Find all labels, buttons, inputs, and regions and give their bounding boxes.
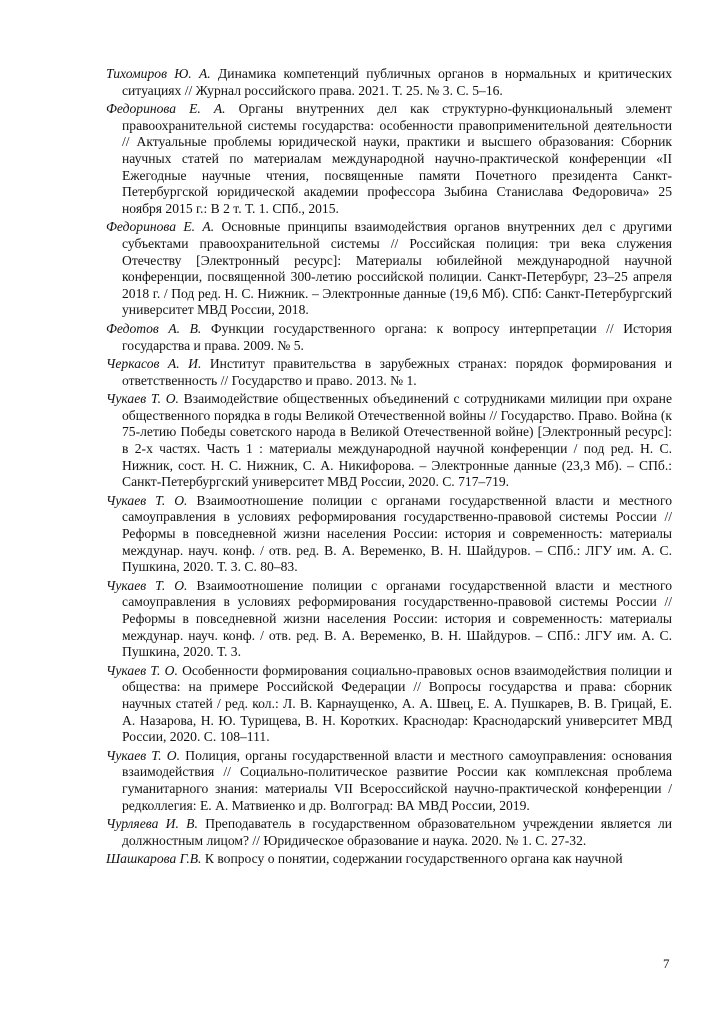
reference-text: Преподаватель в государственном образовательном учреждении является ли должностным лицом? // Юридическое образование и наука. 2020. № 1. С. 27-32. [122,816,673,848]
reference-text: Полиция, органы государственной власти и местного самоуправления: основания взаимодействия // Социально-политическое развитие России как комплексная проблема гуманитарного знания: материалы VII Всероссийской научно-практической конференции / редколлегия: Е. А. Матвиенко и др. Волгоград: ВА МВД России, 2019. [122,747,672,813]
reference-text: Институт правительства в зарубежных странах: порядок формирования и ответственность // Государство и право. 2013. № 1. [122,356,672,388]
reference-author: Чукаев Т. О. [106,492,188,508]
reference-entry [106,101,672,217]
reference-entry [106,391,672,491]
reference-author: Федоринова Е. А. [106,219,215,235]
reference-author: Чукаев Т. О. [106,662,178,678]
reference-entry [106,816,672,849]
reference-author: Федоринова Е. А. [106,101,226,117]
reference-entry [106,663,672,746]
reference-entry [106,748,672,814]
reference-author: Чурляева И. В. [106,816,198,832]
reference-author: Чукаев Т. О. [106,391,179,407]
reference-entry [106,219,672,319]
reference-text: Функции государственного органа: к вопросу интерпретации // История государства и права. 2009. № 5. [122,320,672,353]
reference-entry [106,493,672,576]
reference-text: К вопросу о понятии, содержании государственного органа как научной [204,851,623,867]
reference-entry [106,66,672,99]
reference-text: Особенности формирования социально-правовых основ взаимодействия полиции и общества: на примере Российской Федерации // Вопросы государства и права: сборник научных статей / ред. кол.: Л. В. Карнаущенко, А. А. Швец, Е. А. Пушкарев, В. В. Грицай, Е. А. Назарова, Н. Ю. Турищева, В. Н. Коротких. Краснодар: Краснодарский университет МВД России, 2020. С. 108–111. [122,662,673,745]
reference-entry [106,356,672,389]
reference-entry [106,851,672,868]
reference-text: Взаимоотношение полиции с органами государственной власти и местного самоуправления в условиях реформирования государственно-правовой системы России // Реформы в повседневной жизни населения России: история и современность: материалы междунар. науч. конф. / отв. ред. В. А. Веременко, В. Н. Шайдуров. – СПб.: ЛГУ им. А. С. Пушкина, 2020. Т. 3. [122,577,672,660]
page-number: 7 [663,956,670,971]
reference-author: Шашкарова Г.В. [106,851,202,867]
reference-text: Взаимодействие общественных объединений с сотрудниками милиции при охране общественного порядка в годы Великой Отечественной войны // Государство. Право. Война (к 75-летию Победы советского народа в Великой Отечественной войне) [Электронный ресурс]: в 2-х частях. Часть 1 : материалы международной научной конференции / под ред. Н. С. Нижник, сост. Н. С. Нижник, С. А. Никифорова. – Электронные данные (23,3 Мб). – СПб.: Санкт-Петербургский университет МВД России, 2020. С. 717–719. [122,391,672,490]
reference-text: Основные принципы взаимодействия органов внутренних дел с другими субъектами правоохранительной системы // Российская полиция: три века служения Отечеству [Электронный ресурс]: Материалы юбилейной международной научной конференции, посвященной 300-летию российской полиции. Санкт-Петербург, 23–25 апреля 2018 г. / Под ред. Н. С. Нижник. – Электронные данные (19,6 Мб). СПб: Санкт-Петербургский университет МВД России, 2018. [122,219,672,318]
reference-author: Черкасов А. И. [106,356,202,372]
reference-list [106,66,672,870]
reference-entry [106,578,672,661]
reference-author: Тихомиров Ю. А. [106,66,211,81]
reference-text: Динамика компетенций публичных органов в нормальных и критических ситуациях // Журнал российского права. 2021. Т. 25. № 3. С. 5–16. [122,66,673,98]
reference-author: Федотов А. В. [106,320,202,336]
reference-author: Чукаев Т. О. [106,747,181,763]
reference-author: Чукаев Т. О. [106,577,188,593]
reference-text: Органы внутренних дел как структурно-функциональный элемент правоохранительной системы государства: особенности правоприменительной деятельности // Актуальные проблемы юридической науки, практики и высшего образования: Сборник научных статей по материалам международной научно-практической конференции «II Ежегодные научные чтения, посвященные памяти Почетного президента Санкт-Петербургской юридической академии профессора Зыбина Станислава Федоровича» 25 ноября 2015 г.: В 2 т. Т. 1. СПб., 2015. [122,101,672,216]
reference-entry [106,321,672,354]
reference-text: Взаимоотношение полиции с органами государственной власти и местного самоуправления в условиях реформирования государственно-правовой системы России // Реформы в повседневной жизни населения России: история и современность: материалы междунар. науч. конф. / отв. ред. В. А. Веременко, В. Н. Шайдуров. – СПб.: ЛГУ им. А. С. Пушкина, 2020. Т. 3. С. 80–83. [122,492,672,575]
